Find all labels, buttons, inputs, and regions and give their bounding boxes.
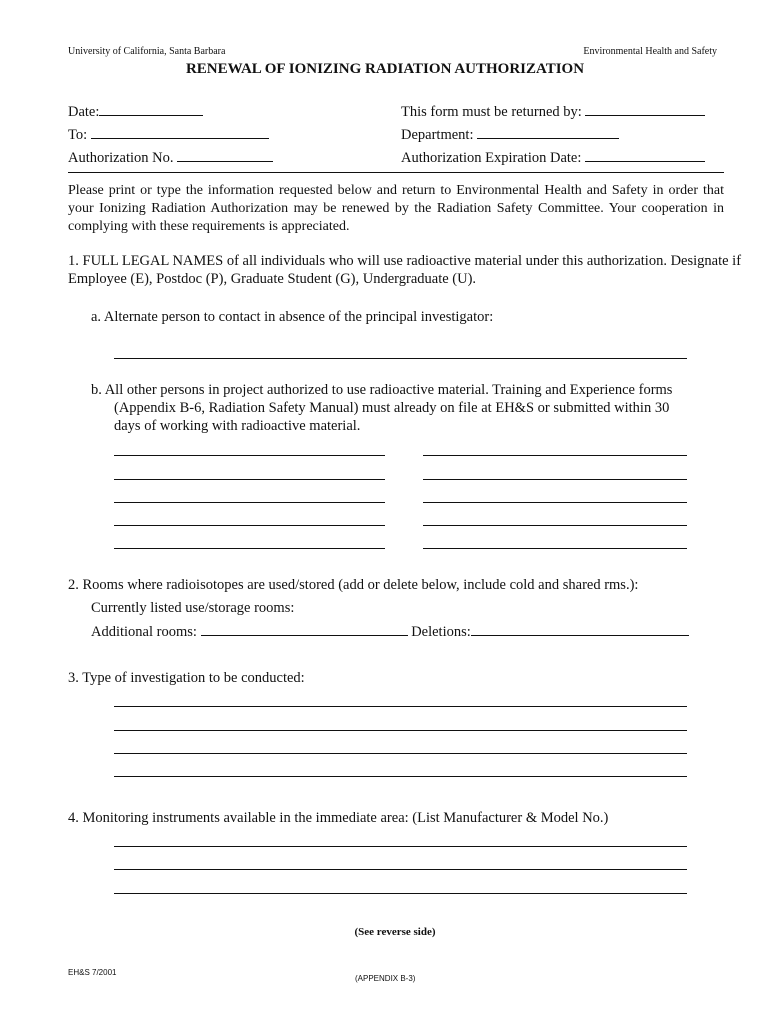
date-blank[interactable] — [99, 103, 203, 116]
section1b-line1: b. All other persons in project authorized to use radioactive material. Training and Experience forms — [91, 382, 673, 398]
department-label: Department: — [401, 127, 474, 143]
person-line[interactable] — [423, 479, 687, 480]
alternate-contact-line[interactable] — [114, 358, 687, 359]
section1-heading-line1: 1. FULL LEGAL NAMES of all individuals who will use radioactive material under this authorization. Designate if — [68, 253, 742, 269]
section1b-line2: (Appendix B-6, Radiation Safety Manual) must already on file at EH&S or submitted within 30 — [114, 400, 670, 416]
authorization-no-label: Authorization No. — [68, 150, 174, 166]
person-line[interactable] — [423, 525, 687, 526]
returned-by-blank[interactable] — [585, 103, 705, 116]
expiration-date-field[interactable] — [401, 149, 705, 167]
additional-rooms-label: Additional rooms: — [91, 624, 197, 640]
authorization-no-field[interactable] — [68, 149, 273, 167]
section1a-label: a. Alternate person to contact in absence of the principal investigator: — [91, 309, 494, 325]
additional-rooms-blank[interactable] — [201, 623, 408, 636]
investigation-line[interactable] — [114, 776, 687, 777]
to-label: To: — [68, 127, 88, 143]
section1-heading-line2: Employee (E), Postdoc (P), Graduate Student (G), Undergraduate (U). — [68, 271, 477, 287]
investigation-line[interactable] — [114, 706, 687, 707]
intro-paragraph: Please print or type the information requested below and return to Environmental Health and Safety in order that your Ionizing Radiation Authorization may be renewed by the Radiation Safety Committee. Your cooperation in complying with these requirements is appreciated. — [68, 183, 724, 234]
section3-heading: 3. Type of investigation to be conducted: — [68, 670, 305, 686]
header-institution: University of California, Santa Barbara — [68, 46, 226, 57]
person-line[interactable] — [114, 548, 385, 549]
date-field[interactable] — [68, 103, 203, 121]
investigation-line[interactable] — [114, 730, 687, 731]
person-line[interactable] — [114, 479, 385, 480]
returned-by-field[interactable] — [401, 103, 705, 121]
person-line[interactable] — [114, 502, 385, 503]
page-title: RENEWAL OF IONIZING RADIATION AUTHORIZATION — [185, 61, 585, 77]
instrument-line[interactable] — [114, 846, 687, 847]
see-reverse-note: (See reverse side) — [354, 926, 436, 938]
form-code: EH&S 7/2001 — [68, 968, 117, 977]
expiration-date-label: Authorization Expiration Date: — [401, 150, 582, 166]
divider — [68, 172, 724, 173]
department-blank[interactable] — [477, 126, 619, 139]
instrument-line[interactable] — [114, 869, 687, 870]
person-line[interactable] — [423, 455, 687, 456]
section4-heading: 4. Monitoring instruments available in the immediate area: (List Manufacturer & Model No.) — [68, 810, 609, 826]
expiration-date-blank[interactable] — [585, 149, 705, 162]
person-line[interactable] — [423, 502, 687, 503]
person-line[interactable] — [114, 525, 385, 526]
person-line[interactable] — [423, 548, 687, 549]
additional-rooms-field[interactable] — [91, 623, 689, 641]
investigation-line[interactable] — [114, 753, 687, 754]
instrument-line[interactable] — [114, 893, 687, 894]
returned-by-label: This form must be returned by: — [401, 104, 582, 120]
deletions-label: Deletions: — [411, 624, 471, 640]
deletions-blank[interactable] — [471, 623, 689, 636]
section1b-line3: days of working with radioactive material. — [114, 418, 361, 434]
date-label: Date: — [68, 104, 100, 120]
appendix-label: (APPENDIX B-3) — [355, 974, 416, 983]
person-line[interactable] — [114, 455, 385, 456]
to-blank[interactable] — [91, 126, 269, 139]
current-rooms-label: Currently listed use/storage rooms: — [91, 600, 295, 616]
department-field[interactable] — [401, 126, 619, 144]
header-department: Environmental Health and Safety — [583, 46, 717, 57]
authorization-no-blank[interactable] — [177, 149, 273, 162]
to-field[interactable] — [68, 126, 269, 144]
section2-heading: 2. Rooms where radioisotopes are used/stored (add or delete below, include cold and shared rms.): — [68, 577, 639, 593]
